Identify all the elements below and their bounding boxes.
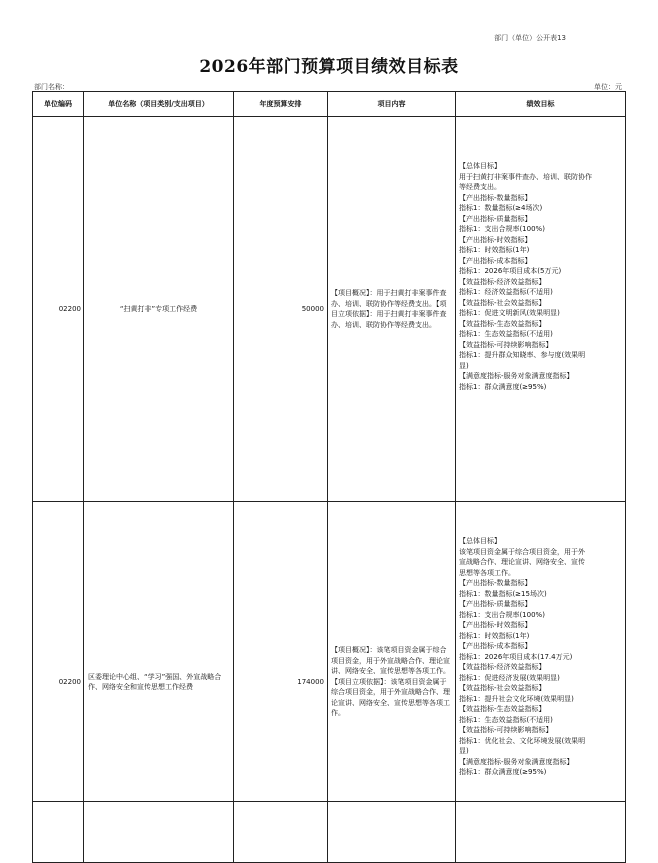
performance-line: 【产出指标-质量指标】 [459,600,532,608]
performance-line: 显) [459,747,469,755]
performance-goal-table [32,91,626,863]
performance-line: 指标1：群众满意度(≥95%) [459,382,547,391]
content-cell: 【项目概况】：该笔项目资金属于综合项目资金，用于外宣战略合作、理论宣讲、网络安全、宣传思想等各项工作。【项目立项依据】：该笔项目资金属于综合项目资金，用于外宣战略合作、理论宣讲、网络安全、宣传思想等各项工作。 [328,502,456,863]
unit-label: 单位：元 [594,83,622,91]
performance-line: 指标1：支出合规率(100%) [459,225,545,233]
col-header-unit-name: 单位名称（项目类别/支出项目） [84,92,234,117]
performance-line: 指标1：促进文明新风(效果明显) [459,309,560,317]
performance-line: 指标1：生态效益指标(不适用) [459,330,553,338]
performance-line: 指标1：时效指标(1年) [459,631,530,640]
content-cell: 【项目概况】：用于扫黄打非案事件查办、培训、联防协作等经费支出。【项目立项依据】：用于扫黄打非案事件查办、培训、联防协作等经费支出。 [328,117,456,502]
performance-line: 【效益指标-可持续影响指标】 [459,726,553,734]
performance-line: 【满意度指标-服务对象满意度指标】 [459,757,574,766]
table-number-label: 部门（单位）公开表13 [494,34,566,42]
table-row [33,117,626,502]
performance-line: 【产出指标-数量指标】 [459,193,532,202]
performance-line: 【效益指标-经济效益指标】 [459,663,546,671]
unit-code-cell: 02200 [33,117,84,502]
performance-line: 指标1：提升社会文化环境(效果明显) [459,694,574,703]
performance-cell [456,502,626,863]
performance-line: 指标1：生态效益指标(不适用) [459,715,553,724]
performance-line: 指标1：数量指标(≥15场次) [459,589,547,598]
performance-line: 指标1：群众满意度(≥95%) [459,768,547,776]
unit-name-cell: 区委理论中心组、“学习”强国、外宣战略合作、网络安全和宣传思想工作经费 [84,502,234,863]
page-title: 2026年部门预算项目绩效目标表 [199,57,459,77]
budget-cell: 50000 [234,117,328,502]
performance-line: 显) [459,361,469,370]
performance-line: 【产出指标-时效指标】 [459,621,532,629]
table-header-row [33,92,626,117]
performance-line: 指标1：优化社会、文化环境发展(效果明 [459,736,586,745]
performance-line: 指标1：提升群众知晓率、参与度(效果明 [459,351,586,359]
performance-line: 【产出指标-时效指标】 [459,235,532,244]
performance-line: 指标1：经济效益指标(不适用) [459,288,553,296]
performance-line: 指标1：支出合规率(100%) [459,610,545,619]
col-header-unit-code: 单位编码 [33,92,84,117]
performance-line: 【效益指标-社会效益指标】 [459,298,546,307]
department-name-label: 部门名称： [34,83,69,91]
performance-line: 【产出指标-成本指标】 [459,256,532,265]
performance-line: 指标1：数量指标(≥4场次) [459,204,543,212]
performance-line: 该笔项目资金属于综合项目资金，用于外 [459,547,585,556]
performance-line: 【效益指标-经济效益指标】 [459,277,546,286]
performance-line: 指标1：促进经济发展(效果明显) [459,673,560,682]
budget-cell: 174000 [234,502,328,863]
unit-name-cell: “扫黄打非”专项工作经费 [84,117,234,502]
performance-line: 用于扫黄打非案事件查办、培训、联防协作 [459,172,592,181]
performance-line: 宣战略合作、理论宣讲、网络安全、宣传 [459,558,585,566]
performance-line: 【产出指标-质量指标】 [459,214,532,223]
performance-line: 【总体目标】 [459,537,501,545]
performance-line: 【效益指标-生态效益指标】 [459,319,546,328]
performance-line: 【满意度指标-服务对象满意度指标】 [459,372,574,380]
page-bottom-rule [32,801,625,802]
performance-line: 思想等各项工作。 [459,568,515,577]
performance-cell [456,117,626,502]
col-header-content: 项目内容 [328,92,456,117]
performance-line: 等经费支出。 [459,183,501,191]
performance-line: 指标1：2026年项目成本(17.4万元) [459,652,573,661]
performance-line: 指标1：2026年项目成本(5万元) [459,267,562,275]
performance-line: 指标1：时效指标(1年) [459,246,530,254]
performance-line: 【产出指标-成本指标】 [459,642,532,650]
unit-code-cell: 02200 [33,502,84,863]
performance-line: 【效益指标-生态效益指标】 [459,705,546,713]
table-row [33,502,626,863]
col-header-performance: 绩效目标 [456,92,626,117]
performance-line: 【产出指标-数量指标】 [459,579,532,587]
performance-line: 【效益指标-社会效益指标】 [459,684,546,692]
col-header-budget: 年度预算安排 [234,92,328,117]
performance-line: 【效益指标-可持续影响指标】 [459,340,553,349]
performance-line: 【总体目标】 [459,162,501,170]
